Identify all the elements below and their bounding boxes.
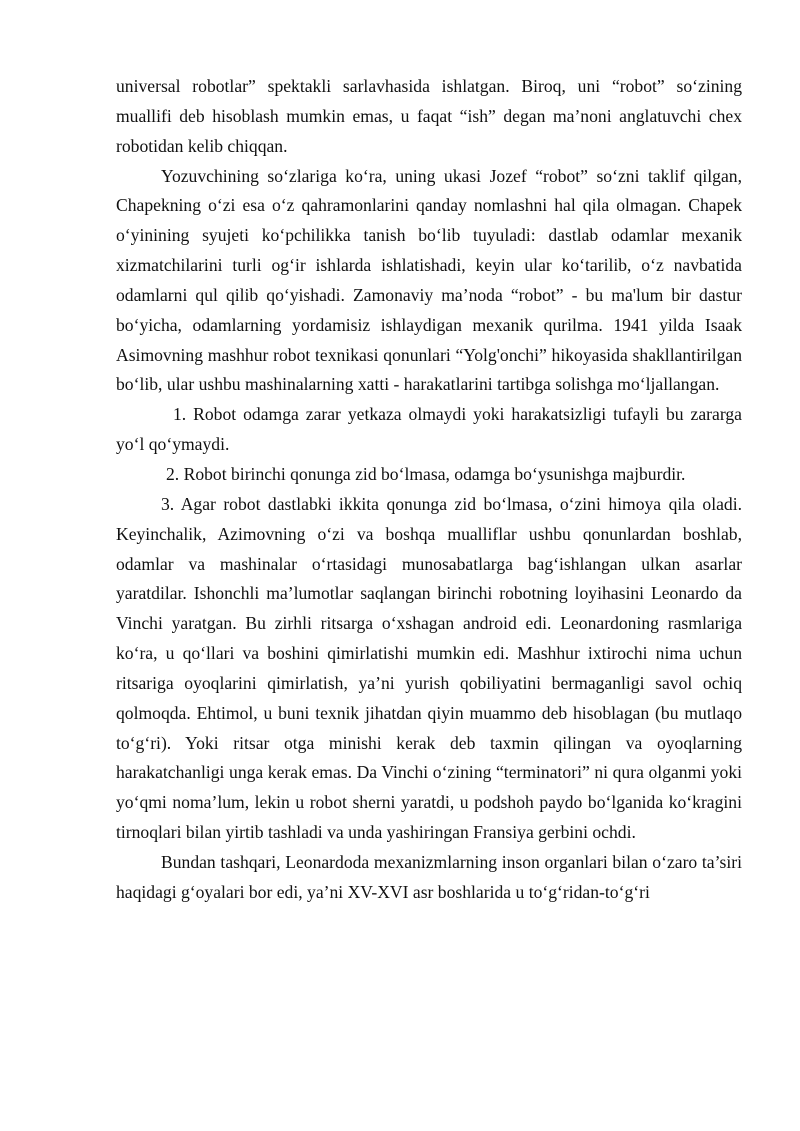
law-item-1: 1. Robot odamga zarar yetkaza olmaydi yoki harakatsizligi tufayli bu zararga yo‘l qo‘ymaydi. [116, 404, 742, 455]
document-body [116, 72, 742, 908]
law-item-2: 2. Robot birinchi qonunga zid bo‘lmasa, odamga bo‘ysunishga majburdir. [166, 463, 686, 484]
paragraph-continuation: universal robotlar” spektakli sarlavhasida ishlatgan. Biroq, uni “robot” so‘zining muallifi deb hisoblash mumkin emas, u faqat “ish” degan ma’noni anglatuvchi chex robotidan kelib chiqqan. [116, 76, 742, 156]
paragraph-chapek-story: Yozuvchining so‘zlariga ko‘ra, uning ukasi Jozef “robot” so‘zni taklif qilgan, Chapekning o‘zi esa o‘z qahramonlarini qanday nomlashni hal qila olmagan. Chapek o‘yinining syujeti ko‘pchilikka tanish bo‘lib tuyuladi: dastlab odamlar mexanik xizmatchilarini turli og‘ir ishlarda ishlatishadi, keyin ular ko‘tarilib, o‘z navbatida odamlarni qul qilib qo‘yishadi. Zamonaviy ma’noda “robot” - bu ma'lum bir dastur bo‘yicha, odamlarning yordamisiz ishlaydigan mexanik qurilma. 1941 yilda Isaak Asimovning mashhur robot texnikasi qonunlari “Yolg'onchi” hikoyasida shakllantirilgan bo‘lib, ular ushbu mashinalarning xatti - harakatlarini tartibga solishga mo‘ljallangan. [116, 165, 742, 395]
law-item-3: 3. Agar robot dastlabki ikkita qonunga zid bo‘lmasa, o‘zini himoya qila oladi. Keyinchalik, Azimovning o‘zi va boshqa mualliflar ushbu qonunlardan boshlab, odamlar va mashinalar o‘rtasidagi munosabatlarga bag‘ishlangan ulkan asarlar yaratdilar. Ishonchli ma’lumotlar saqlangan birinchi robotning loyihasini Leonardo da Vinchi yaratgan. Bu zirhli ritsarga o‘xshagan android edi. Leonardoning rasmlariga ko‘ra, u qo‘llari va boshini qimirlatishi mumkin edi. Mashhur ixtirochi nima uchun ritsariga oyoqlarini qimirlatish, ya’ni yurish qobiliyatini bermaganligi savol ochiq qolmoqda. Ehtimol, u buni texnik jihatdan qiyin muammo deb hisoblagan (bu mutlaqo to‘g‘ri). Yoki ritsar otga minishi kerak deb taxmin qilingan va oyoqlarning harakatchanligi unga kerak emas. Da Vinchi o‘zining “terminatori” ni qura olganmi yoki yo‘qmi noma’lum, lekin u robot sherni yaratdi, u podshoh paydo bo‘lganida ko‘kragini tirnoqlari bilan yirtib tashladi va unda yashiringan Fransiya gerbini ochdi. [116, 493, 742, 843]
paragraph-leonardo-ideas: Bundan tashqari, Leonardoda mexanizmlarning inson organlari bilan o‘zaro ta’siri haqidagi g‘oyalari bor edi, ya’ni XV-XVI asr boshlarida u to‘g‘ridan-to‘g‘ri [116, 851, 742, 902]
